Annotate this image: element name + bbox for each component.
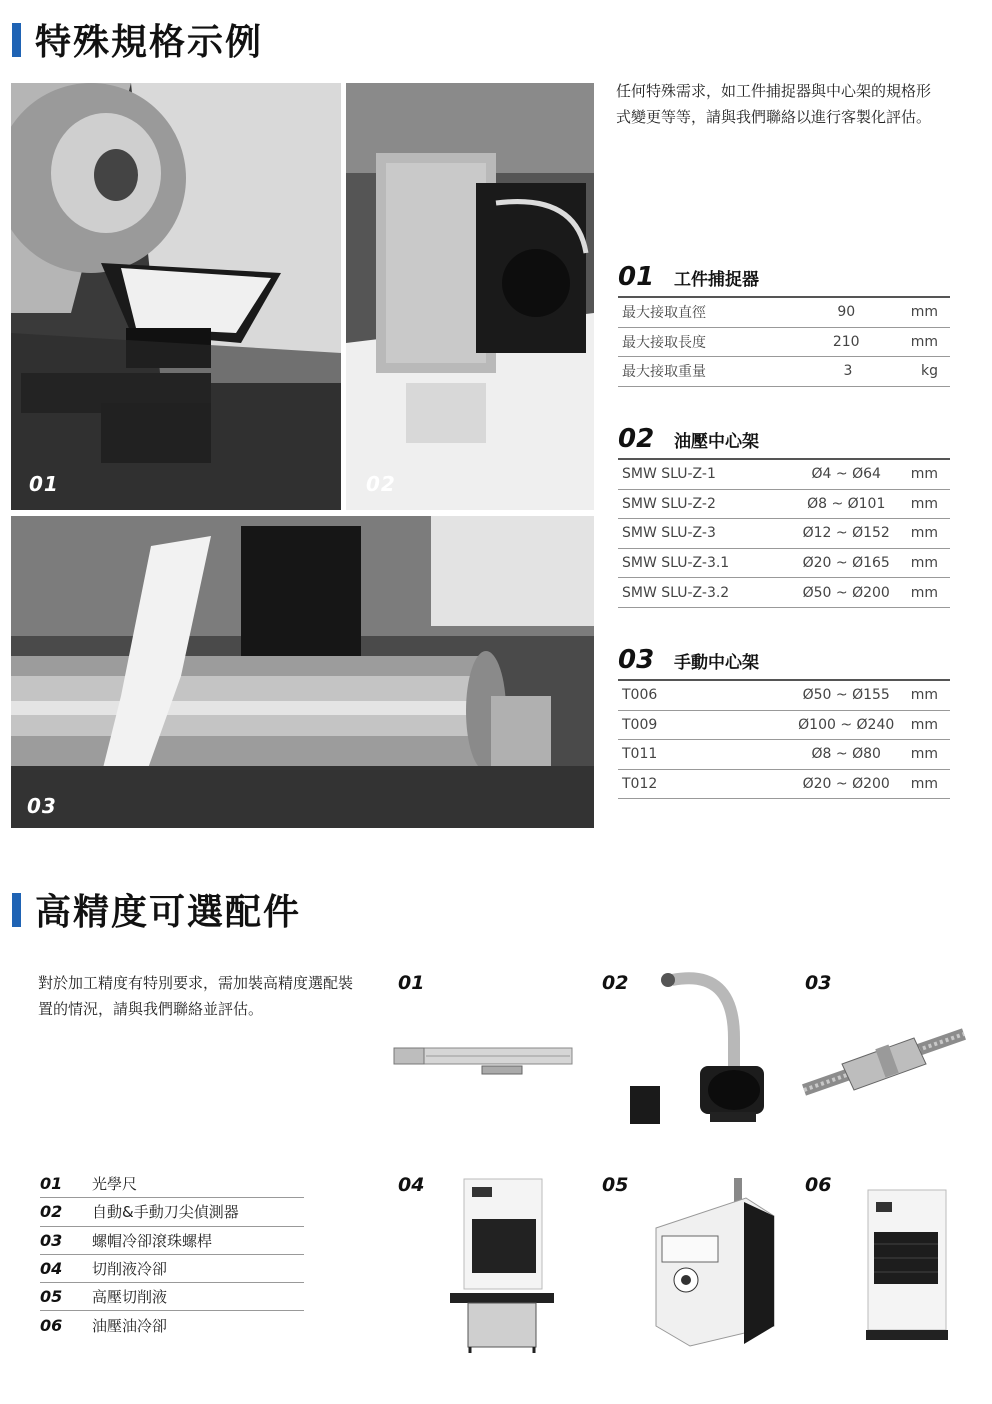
accessory-number-06: 06	[805, 1174, 832, 1196]
spec-cell-name: T006	[622, 687, 658, 704]
section-heading-accessories	[12, 884, 301, 935]
linear-scale-image	[392, 1040, 576, 1086]
spec-cell-unit: mm	[910, 584, 938, 601]
list-item-number: 06	[40, 1316, 63, 1336]
spec-title: 工件捕捉器	[674, 270, 759, 290]
spec-cell-name: 最大接取重量	[622, 364, 706, 381]
special-spec-intro: 任何特殊需求，如工件捕捉器與中心架的規格形式變更等等，請與我們聯絡以進行客製化評估。	[616, 82, 932, 126]
photo-manual-steady-rest	[11, 516, 594, 828]
spec-cell-name: T011	[622, 746, 658, 763]
list-item-label: 油壓油冷卻	[92, 1317, 168, 1336]
accessories-intro: 對於加工精度有特別要求，需加裝高精度選配裝置的情況，請與我們聯絡並評估。	[38, 974, 354, 1018]
spec-cell-unit: mm	[910, 304, 938, 321]
spec-cell-value: Ø100 ~ Ø240	[798, 716, 895, 733]
spec-table-manual-steady-rest	[618, 645, 950, 799]
spec-number: 03	[618, 645, 655, 675]
accessory-number-05: 05	[602, 1174, 629, 1196]
spec-number: 02	[618, 424, 655, 454]
photo-hydraulic-steady-rest	[346, 83, 594, 510]
spec-number: 01	[618, 262, 655, 292]
accent-bar	[12, 893, 21, 927]
list-item-label: 螺帽冷卻滾珠螺桿	[92, 1231, 213, 1250]
spec-cell-value: Ø8 ~ Ø80	[811, 746, 881, 763]
accessory-number-02: 02	[602, 972, 629, 994]
list-item-number: 01	[40, 1174, 63, 1194]
spec-row	[618, 549, 950, 579]
spec-cell-unit: mm	[910, 555, 938, 572]
tool-setter-image	[622, 968, 772, 1130]
spec-cell-unit: mm	[910, 687, 938, 704]
list-item	[40, 1283, 304, 1311]
spec-row	[618, 740, 950, 770]
list-item-number: 04	[40, 1259, 63, 1279]
list-item	[40, 1170, 304, 1198]
coolant-chiller-image	[450, 1175, 554, 1355]
spec-header	[618, 645, 950, 679]
spec-cell-value: Ø50 ~ Ø155	[802, 687, 890, 704]
spec-cell-name: SMW SLU-Z-3	[622, 525, 716, 542]
section-title: 高精度可選配件	[35, 892, 302, 933]
spec-cell-unit: mm	[910, 746, 938, 763]
spec-row	[618, 328, 950, 358]
spec-cell-value: Ø8 ~ Ø101	[807, 495, 886, 512]
spec-cell-unit: mm	[910, 495, 938, 512]
accent-bar	[12, 23, 21, 57]
spec-cell-unit: mm	[910, 525, 938, 542]
spec-cell-name: 最大接取直徑	[622, 305, 706, 322]
spec-cell-value: Ø50 ~ Ø200	[802, 584, 890, 601]
accessory-list	[40, 1170, 304, 1340]
list-item-label: 自動&手動刀尖偵測器	[92, 1203, 239, 1222]
list-item-label: 高壓切削液	[92, 1288, 168, 1307]
spec-cell-unit: mm	[910, 776, 938, 793]
spec-cell-name: 最大接取長度	[622, 334, 706, 351]
spec-title: 手動中心架	[674, 653, 759, 673]
spec-row	[618, 770, 950, 800]
spec-header	[618, 262, 950, 296]
spec-row	[618, 357, 950, 387]
accessory-number-04: 04	[398, 1174, 425, 1196]
spec-cell-name: T012	[622, 776, 658, 793]
photo-work-catcher	[11, 83, 341, 510]
spec-cell-value: Ø20 ~ Ø200	[802, 776, 890, 793]
accessory-number-03: 03	[805, 972, 832, 994]
spec-cell-value: 3	[843, 363, 853, 380]
spec-row	[618, 298, 950, 328]
list-item-number: 02	[40, 1202, 63, 1222]
spec-cell-name: SMW SLU-Z-2	[622, 495, 716, 512]
list-item	[40, 1255, 304, 1283]
spec-table-work-catcher	[618, 262, 950, 387]
list-item-label: 切削液冷卻	[92, 1260, 168, 1279]
photo-label-01: 01	[29, 472, 59, 496]
accessory-number-01: 01	[398, 972, 425, 994]
spec-cell-name: SMW SLU-Z-1	[622, 466, 716, 483]
spec-row	[618, 490, 950, 520]
photo-label-02: 02	[366, 472, 396, 496]
section-title: 特殊規格示例	[35, 22, 264, 63]
ball-screw-image	[802, 1026, 966, 1102]
list-item	[40, 1227, 304, 1255]
list-item-label: 光學尺	[92, 1175, 138, 1194]
spec-row	[618, 578, 950, 608]
spec-cell-unit: mm	[910, 716, 938, 733]
spec-cell-value: Ø20 ~ Ø165	[802, 555, 890, 572]
spec-cell-unit: mm	[910, 466, 938, 483]
spec-row	[618, 460, 950, 490]
spec-cell-value: 210	[832, 333, 860, 350]
spec-cell-unit: kg	[921, 363, 938, 380]
list-item	[40, 1198, 304, 1226]
spec-cell-name: SMW SLU-Z-3.2	[622, 584, 730, 601]
oil-cooler-image	[862, 1186, 952, 1344]
spec-table-hydraulic-steady-rest	[618, 424, 950, 608]
list-item	[40, 1311, 304, 1339]
spec-row	[618, 711, 950, 741]
spec-row	[618, 681, 950, 711]
spec-header	[618, 424, 950, 458]
list-item-number: 03	[40, 1230, 63, 1250]
photo-label-03: 03	[27, 794, 57, 818]
spec-cell-value: 90	[837, 304, 856, 321]
section-heading-special	[12, 14, 263, 65]
spec-row	[618, 519, 950, 549]
spec-cell-name: SMW SLU-Z-3.1	[622, 555, 730, 572]
spec-title: 油壓中心架	[674, 432, 759, 452]
spec-cell-unit: mm	[910, 333, 938, 350]
spec-cell-value: Ø4 ~ Ø64	[811, 466, 881, 483]
spec-cell-name: T009	[622, 716, 658, 733]
high-pressure-coolant-image	[650, 1176, 776, 1348]
spec-cell-value: Ø12 ~ Ø152	[802, 525, 890, 542]
list-item-number: 05	[40, 1287, 63, 1307]
